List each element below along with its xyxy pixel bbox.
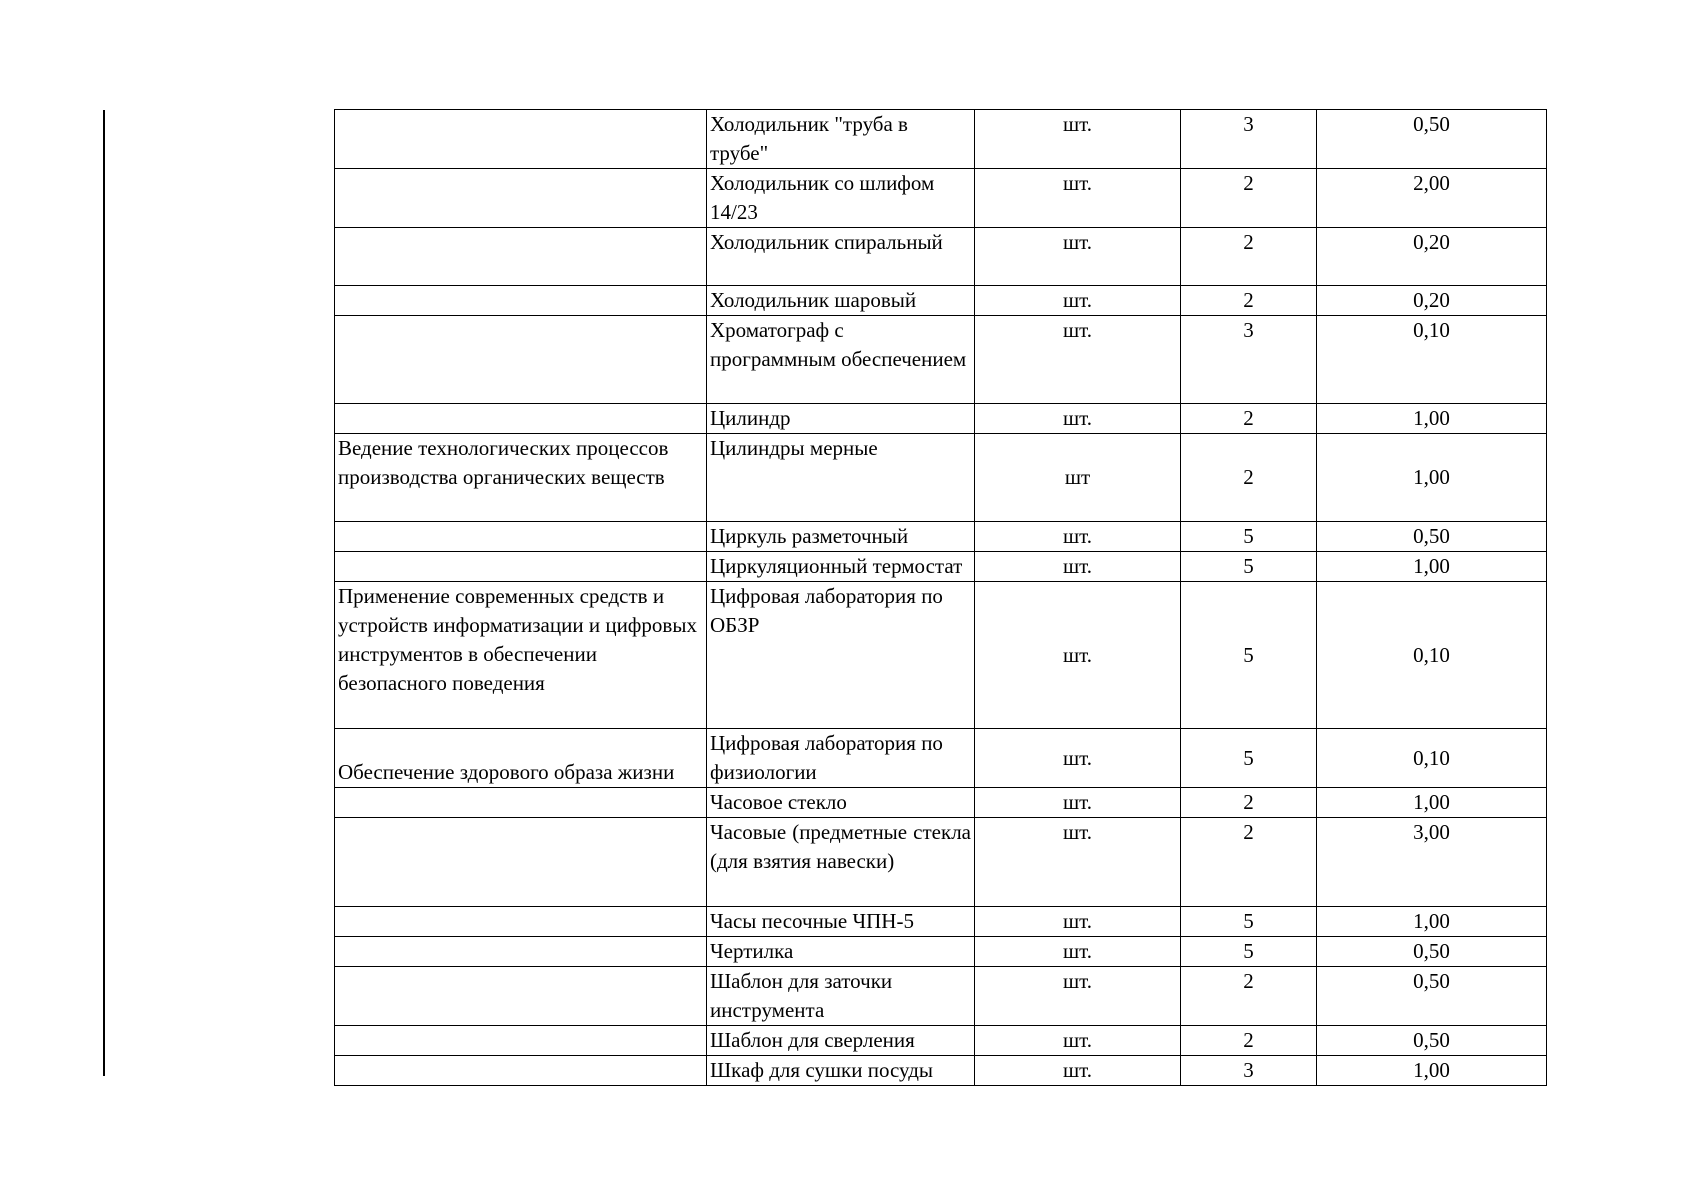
item-name-cell: Цилиндры мерные [707,434,975,522]
table-row [335,937,1547,967]
quantity-cell: 3 [1181,316,1317,404]
item-name-cell: Шаблон для заточки инструмента [707,967,975,1026]
item-name-cell: Циркуляционный термостат [707,552,975,582]
quantity-cell: 3 [1181,110,1317,169]
area-cell: Применение современных средств и устройств информатизации и цифровых инструментов в обеспечении безопасного поведения [335,582,707,729]
area-cell [335,967,707,1026]
table-row [335,1026,1547,1056]
norm-cell: 3,00 [1317,818,1547,907]
norm-cell: 2,00 [1317,169,1547,228]
item-name-cell: Цилиндр [707,404,975,434]
unit-cell: шт. [975,582,1181,729]
table-row [335,110,1547,169]
table-row [335,818,1547,907]
quantity-cell: 3 [1181,1056,1317,1086]
item-name-cell: Холодильник со шлифом 14/23 [707,169,975,228]
unit-cell: шт. [975,1056,1181,1086]
unit-cell: шт. [975,937,1181,967]
norm-cell: 1,00 [1317,907,1547,937]
area-cell [335,228,707,286]
table-row [335,169,1547,228]
norm-cell: 1,00 [1317,788,1547,818]
item-name-cell: Циркуль разметочный [707,522,975,552]
unit-cell: шт. [975,818,1181,907]
unit-cell: шт. [975,286,1181,316]
table-row [335,434,1547,522]
quantity-cell: 2 [1181,228,1317,286]
item-name-cell: Часовое стекло [707,788,975,818]
area-cell: Обеспечение здорового образа жизни [335,729,707,788]
area-cell [335,316,707,404]
area-cell [335,552,707,582]
area-cell [335,169,707,228]
norm-cell: 1,00 [1317,1056,1547,1086]
table-row [335,1056,1547,1086]
norm-cell: 0,20 [1317,286,1547,316]
item-name-cell: Шаблон для сверления [707,1026,975,1056]
item-name-cell: Чертилка [707,937,975,967]
quantity-cell: 5 [1181,937,1317,967]
area-cell [335,522,707,552]
unit-cell: шт. [975,228,1181,286]
norm-cell: 0,50 [1317,937,1547,967]
table-row [335,286,1547,316]
norm-cell: 0,50 [1317,1026,1547,1056]
item-name-cell: Часы песочные ЧПН-5 [707,907,975,937]
equipment-table [334,109,1547,1086]
area-cell [335,788,707,818]
area-cell: Ведение технологических процессов производства органических веществ [335,434,707,522]
unit-cell: шт [975,434,1181,522]
quantity-cell: 5 [1181,729,1317,788]
norm-cell: 0,10 [1317,729,1547,788]
unit-cell: шт. [975,967,1181,1026]
norm-cell: 0,20 [1317,228,1547,286]
area-cell [335,818,707,907]
quantity-cell: 2 [1181,818,1317,907]
unit-cell: шт. [975,552,1181,582]
quantity-cell: 2 [1181,434,1317,522]
table-row [335,788,1547,818]
table-row [335,967,1547,1026]
area-cell [335,937,707,967]
unit-cell: шт. [975,907,1181,937]
table-row [335,316,1547,404]
unit-cell: шт. [975,169,1181,228]
norm-cell: 0,50 [1317,110,1547,169]
quantity-cell: 5 [1181,582,1317,729]
table-row [335,907,1547,937]
unit-cell: шт. [975,522,1181,552]
item-name-cell: Шкаф для сушки посуды [707,1056,975,1086]
table-row [335,552,1547,582]
quantity-cell: 2 [1181,788,1317,818]
norm-cell: 1,00 [1317,434,1547,522]
quantity-cell: 5 [1181,907,1317,937]
item-name-cell: Холодильник спиральный [707,228,975,286]
item-name-cell: Холодильник "труба в трубе" [707,110,975,169]
item-name-cell: Холодильник шаровый [707,286,975,316]
norm-cell: 1,00 [1317,552,1547,582]
item-name-cell: Цифровая лаборатория по ОБЗР [707,582,975,729]
area-cell [335,1056,707,1086]
unit-cell: шт. [975,788,1181,818]
area-cell [335,1026,707,1056]
unit-cell: шт. [975,1026,1181,1056]
page-margin-line [103,110,105,1076]
area-cell [335,286,707,316]
norm-cell: 0,10 [1317,582,1547,729]
quantity-cell: 2 [1181,169,1317,228]
table-row [335,729,1547,788]
quantity-cell: 2 [1181,286,1317,316]
area-cell [335,404,707,434]
unit-cell: шт. [975,729,1181,788]
item-name-cell: Хроматограф с программным обеспечением [707,316,975,404]
quantity-cell: 2 [1181,1026,1317,1056]
area-cell [335,110,707,169]
quantity-cell: 2 [1181,404,1317,434]
quantity-cell: 5 [1181,552,1317,582]
table-row [335,228,1547,286]
item-name-cell: Цифровая лаборатория по физиологии [707,729,975,788]
unit-cell: шт. [975,404,1181,434]
norm-cell: 1,00 [1317,404,1547,434]
item-name-cell: Часовые (предметные стекла (для взятия навески) [707,818,975,907]
norm-cell: 0,50 [1317,967,1547,1026]
unit-cell: шт. [975,110,1181,169]
table-row [335,404,1547,434]
table-row [335,582,1547,729]
norm-cell: 0,50 [1317,522,1547,552]
unit-cell: шт. [975,316,1181,404]
norm-cell: 0,10 [1317,316,1547,404]
table-row [335,522,1547,552]
quantity-cell: 5 [1181,522,1317,552]
quantity-cell: 2 [1181,967,1317,1026]
area-cell [335,907,707,937]
